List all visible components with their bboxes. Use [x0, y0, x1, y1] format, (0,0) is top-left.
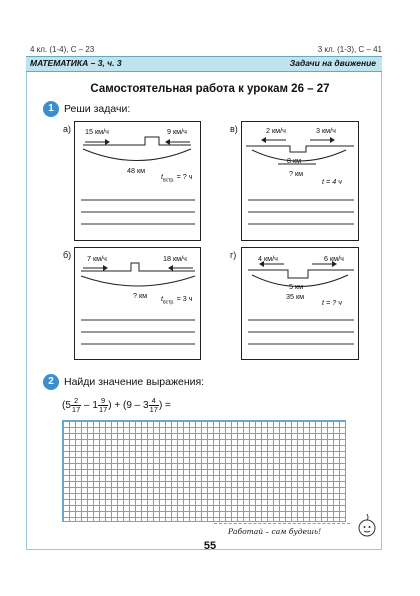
fraction-2-17: $\frac{2}{17}$ — [71, 396, 81, 414]
task-v-unknown: ? км — [289, 169, 304, 178]
fraction-9-17: $\frac{9}{17}$ — [98, 396, 108, 414]
motto: Работай – сам будешь! — [228, 527, 322, 536]
task-v-letter: в) — [230, 124, 238, 134]
task-g-time: t = ? ч — [322, 298, 342, 307]
task1-label: Реши задачи: — [64, 103, 131, 115]
subject-label: МАТЕМАТИКА – 3, ч. 3 — [30, 58, 122, 68]
task2-expression: (5 $\frac{2}{17}$ – 1 $\frac{9}{17}$ ) + (9 – 3 $\frac{4}{17}$ ) = — [62, 396, 171, 414]
task-a-speed2: 9 км/ч — [167, 127, 187, 136]
onion-mascot-icon — [356, 512, 378, 538]
task-v-speed2: 3 км/ч — [316, 126, 336, 135]
header-right-note: 3 кл. (1-3), С – 41 — [317, 45, 382, 54]
topic-label: Задачи на движение — [289, 58, 376, 68]
fraction-4-17: $\frac{4}{17}$ — [149, 396, 158, 414]
page-number: 55 — [203, 540, 217, 552]
task-b-letter: б) — [63, 250, 72, 260]
task2-label: Найди значение выражения: — [64, 376, 205, 388]
task-v-distance: 8 км — [287, 156, 302, 165]
header-left-note: 4 кл. (1-4), С – 23 — [30, 45, 95, 54]
task-a-letter: а) — [63, 124, 72, 134]
task-g-distance2: 35 км — [286, 292, 305, 301]
task-b-time: $t_{встр.} = 3$ ч — [161, 294, 193, 306]
task-b-speed2: 18 км/ч — [163, 254, 187, 263]
task-g-speed1: 4 км/ч — [258, 254, 278, 263]
task-v-time: t = 4 ч — [322, 177, 342, 186]
task-v-box — [241, 121, 359, 241]
task-g-diagram — [242, 248, 360, 361]
task-g-letter: г) — [230, 250, 237, 260]
page-title: Самостоятельная работа к урокам 26 – 27 — [90, 83, 330, 95]
task-b-box — [74, 247, 201, 360]
task1-number: 1 — [43, 101, 59, 117]
task-g-distance1: 5 км — [289, 282, 304, 291]
task-b-unknown: ? км — [133, 291, 148, 300]
task-a-box — [74, 121, 201, 241]
task-a-speed1: 15 км/ч — [85, 127, 109, 136]
task-a-distance: 48 км — [127, 166, 146, 175]
answer-grid[interactable] — [62, 420, 346, 522]
subject-band — [26, 56, 382, 72]
task2-number: 2 — [43, 374, 59, 390]
task-g-speed2: 6 км/ч — [324, 254, 344, 263]
task-a-time: $t_{встр.}$ = ? ч — [161, 172, 193, 184]
task-v-diagram — [242, 122, 360, 242]
task-b-speed1: 7 км/ч — [87, 254, 107, 263]
task-g-box — [241, 247, 359, 360]
task-v-speed1: 2 км/ч — [266, 126, 286, 135]
